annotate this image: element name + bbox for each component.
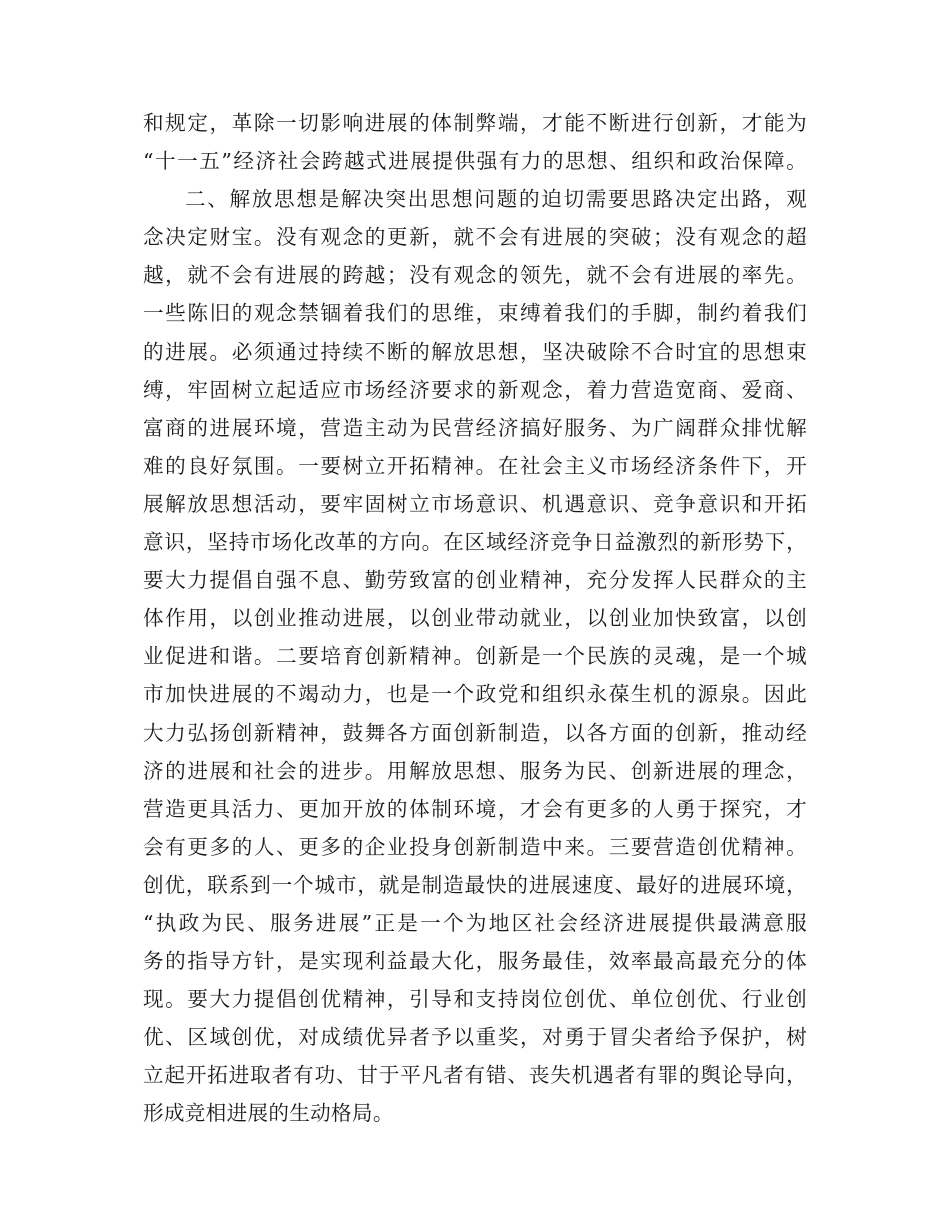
text-line-11: 展解放思想活动，要牢固树立市场意识、机遇意识、竞争意识和开拓 xyxy=(143,491,807,516)
text-line-9: 富商的进展环境，营造主动为民营经济搞好服务、为广阔群众排忧解 xyxy=(143,415,807,440)
text-line-22: “执政为民、服务进展”正是一个为地区社会经济进展提供最满意服 xyxy=(143,910,807,935)
text-line-8: 缚，牢固树立起适应市场经济要求的新观念，着力营造宽商、爱商、 xyxy=(143,377,807,402)
text-line-3: 二、解放思想是解决突出思想问题的迫切需要思路决定出路，观 xyxy=(185,187,807,212)
text-line-23: 务的指导方针，是实现利益最大化，服务最佳，效率最高最充分的体 xyxy=(143,949,807,974)
text-line-6: 一些陈旧的观念禁锢着我们的思维，束缚着我们的手脚，制约着我们 xyxy=(143,301,807,326)
body-text xyxy=(143,104,807,1133)
text-line-14: 体作用，以创业推动进展，以创业带动就业，以创业加快致富，以创 xyxy=(143,606,807,631)
text-line-7: 的进展。必须通过持续不断的解放思想，坚决破除不合时宜的思想束 xyxy=(143,339,807,364)
text-line-13: 要大力提倡自强不息、勤劳致富的创业精神，充分发挥人民群众的主 xyxy=(143,568,807,593)
text-line-17: 大力弘扬创新精神，鼓舞各方面创新制造，以各方面的创新，推动经 xyxy=(143,720,807,745)
text-line-10: 难的良好氛围。一要树立开拓精神。在社会主义市场经济条件下，开 xyxy=(143,453,807,478)
text-line-1: 和规定，革除一切影响进展的体制弊端，才能不断进行创新，才能为 xyxy=(143,111,807,135)
text-line-2: “十一五”经济社会跨越式进展提供强有力的思想、组织和政治保障。 xyxy=(143,149,807,174)
text-line-15: 业促进和谐。二要培育创新精神。创新是一个民族的灵魂，是一个城 xyxy=(143,644,807,669)
text-line-19: 营造更具活力、更加开放的体制环境，才会有更多的人勇于探究，才 xyxy=(143,796,807,821)
text-line-20: 会有更多的人、更多的企业投身创新制造中来。三要营造创优精神。 xyxy=(143,834,807,859)
text-line-26: 立起开拓进取者有功、甘于平凡者有错、丧失机遇者有罪的舆论导向， xyxy=(143,1063,807,1088)
text-line-18: 济的进展和社会的进步。用解放思想、服务为民、创新进展的理念， xyxy=(143,758,807,783)
text-line-27: 形成竞相进展的生动格局。 xyxy=(143,1101,394,1126)
text-line-24: 现。要大力提倡创优精神，引导和支持岗位创优、单位创优、行业创 xyxy=(143,987,807,1012)
text-line-21: 创优，联系到一个城市，就是制造最快的进展速度、最好的进展环境， xyxy=(143,872,807,897)
text-line-16: 市加快进展的不竭动力，也是一个政党和组织永葆生机的源泉。因此 xyxy=(143,682,807,707)
text-line-25: 优、区域创优，对成绩优异者予以重奖，对勇于冒尖者给予保护，树 xyxy=(143,1025,807,1050)
text-line-12: 意识，坚持市场化改革的方向。在区域经济竞争日益激烈的新形势下， xyxy=(143,530,807,555)
text-line-4: 念决定财宝。没有观念的更新，就不会有进展的突破；没有观念的超 xyxy=(143,225,807,250)
text-line-5: 越，就不会有进展的跨越；没有观念的领先，就不会有进展的率先。 xyxy=(143,263,807,288)
